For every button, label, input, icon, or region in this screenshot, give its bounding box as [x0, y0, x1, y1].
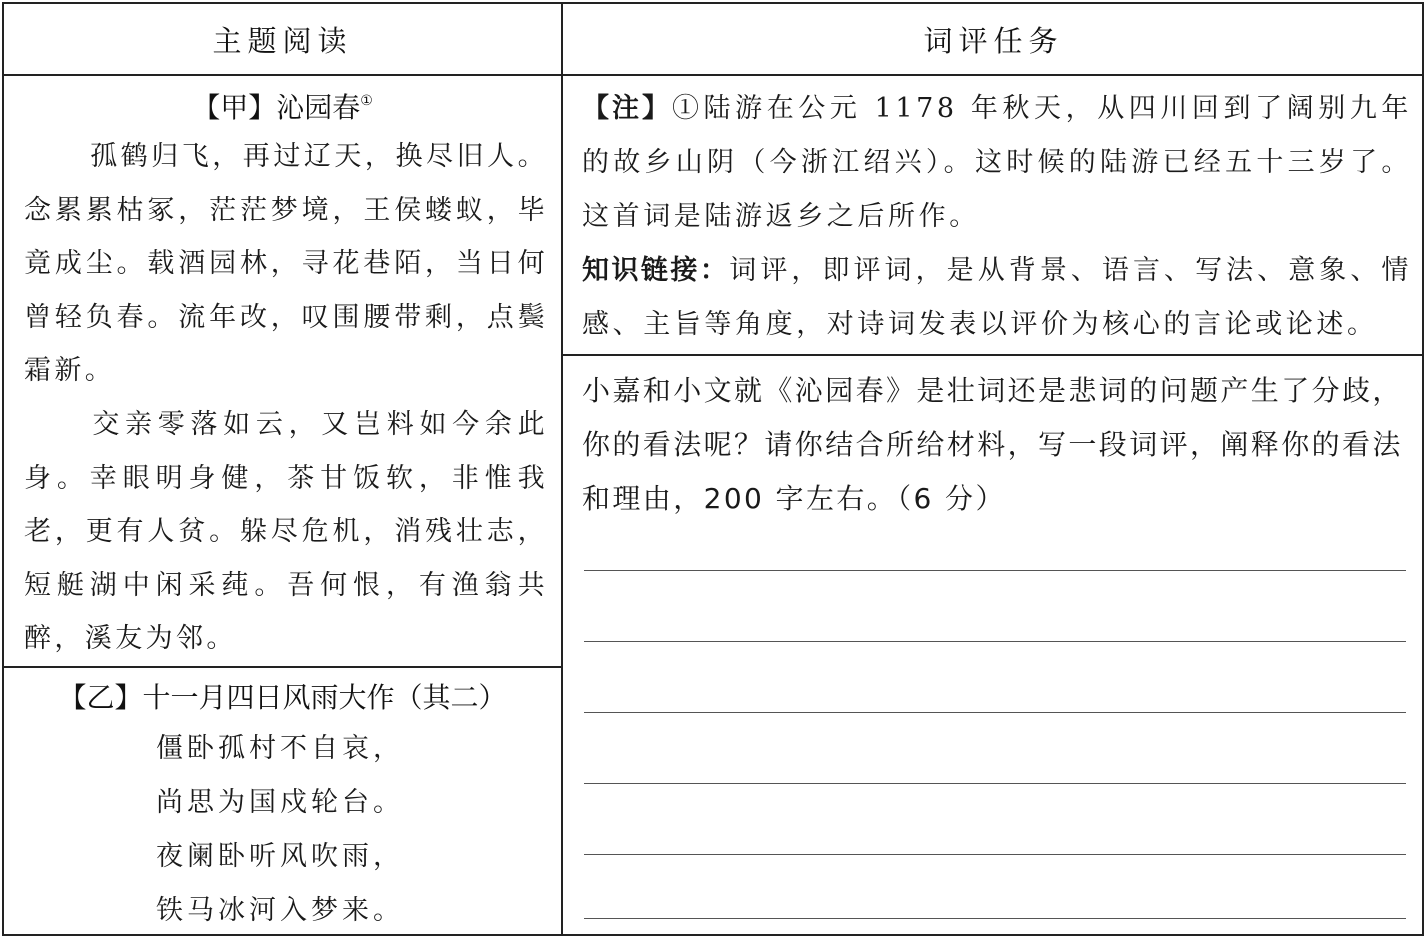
poem-b-subtitle: （其二） [394, 681, 507, 714]
answer-line[interactable] [584, 783, 1406, 784]
knowledge-link-label: 知识链接： [582, 255, 730, 286]
annotation-note [582, 82, 1412, 244]
header-right-title: 词评任务 [923, 23, 1064, 58]
answer-line[interactable] [584, 641, 1406, 642]
knowledge-link-text: 词评，即评词，是从背景、语言、写法、意象、情感、主旨等角度，对诗词发表以评价为核心的言论或论述。 [582, 255, 1413, 340]
answer-line[interactable] [584, 570, 1406, 571]
poem-b-name: 十一月四日风雨大作 [142, 681, 395, 714]
poem-b-line: 夜阑卧听风吹雨， [156, 841, 404, 872]
poem-a-note-mark: ① [360, 93, 373, 109]
note-label: 【注】 [582, 93, 672, 124]
poem-divider [4, 666, 561, 668]
header-left-title: 主题阅读 [212, 23, 353, 58]
answer-line[interactable] [584, 712, 1406, 713]
poem-a-stanza-2-text: 交亲零落如云，又岂料如今余此身。幸眼明身健，茶甘饭软，非惟我老，更有人贫。躲尽危机，消残壮志，短艇湖中闲采莼。吾何恨，有渔翁共醉，溪友为邻。 [24, 409, 548, 654]
poem-b-line: 铁马冰河入梦来。 [156, 895, 404, 926]
task-prompt: 小嘉和小文就《沁园春》是壮词还是悲词的问题产生了分歧，你的看法呢？请你结合所给材料，写一段词评，阐释你的看法和理由，200 字左右。（6 分） [582, 374, 1403, 515]
answer-line[interactable] [584, 854, 1406, 855]
answer-line[interactable] [584, 918, 1406, 919]
poem-b-line: 僵卧孤村不自哀， [156, 733, 404, 764]
poem-a-stanza-1-text: 孤鹤归飞，再过辽天，换尽旧人。念累累枯冢，茫茫梦境，王侯蝼蚁，毕竟成尘。载酒园林，寻花巷陌，当日何曾轻负春。流年改，叹围腰带剩，点鬓霜新。 [24, 141, 548, 386]
column-divider [561, 4, 563, 934]
poem-a-stanza-1 [24, 130, 548, 398]
poem-b-line: 尚思为国戍轮台。 [156, 787, 404, 818]
poem-b-tag: 【乙】 [58, 681, 143, 714]
poem-b-title [4, 676, 561, 716]
knowledge-link [582, 244, 1412, 352]
poem-b-verse [156, 722, 404, 938]
note-text: ①陆游在公元 1178 年秋天，从四川回到了阔别九年的故乡山阴（今浙江绍兴）。这时候的陆游已经五十三岁了。这首词是陆游返乡之后所作。 [582, 93, 1413, 232]
worksheet-table [2, 2, 1424, 936]
poem-a-tag: 【甲】 [192, 91, 277, 124]
header-divider [4, 74, 1424, 76]
poem-a-name: 沁园春 [276, 91, 361, 124]
poem-a-stanza-2 [24, 398, 548, 666]
poem-a-title [4, 86, 561, 126]
task-divider [563, 354, 1424, 356]
